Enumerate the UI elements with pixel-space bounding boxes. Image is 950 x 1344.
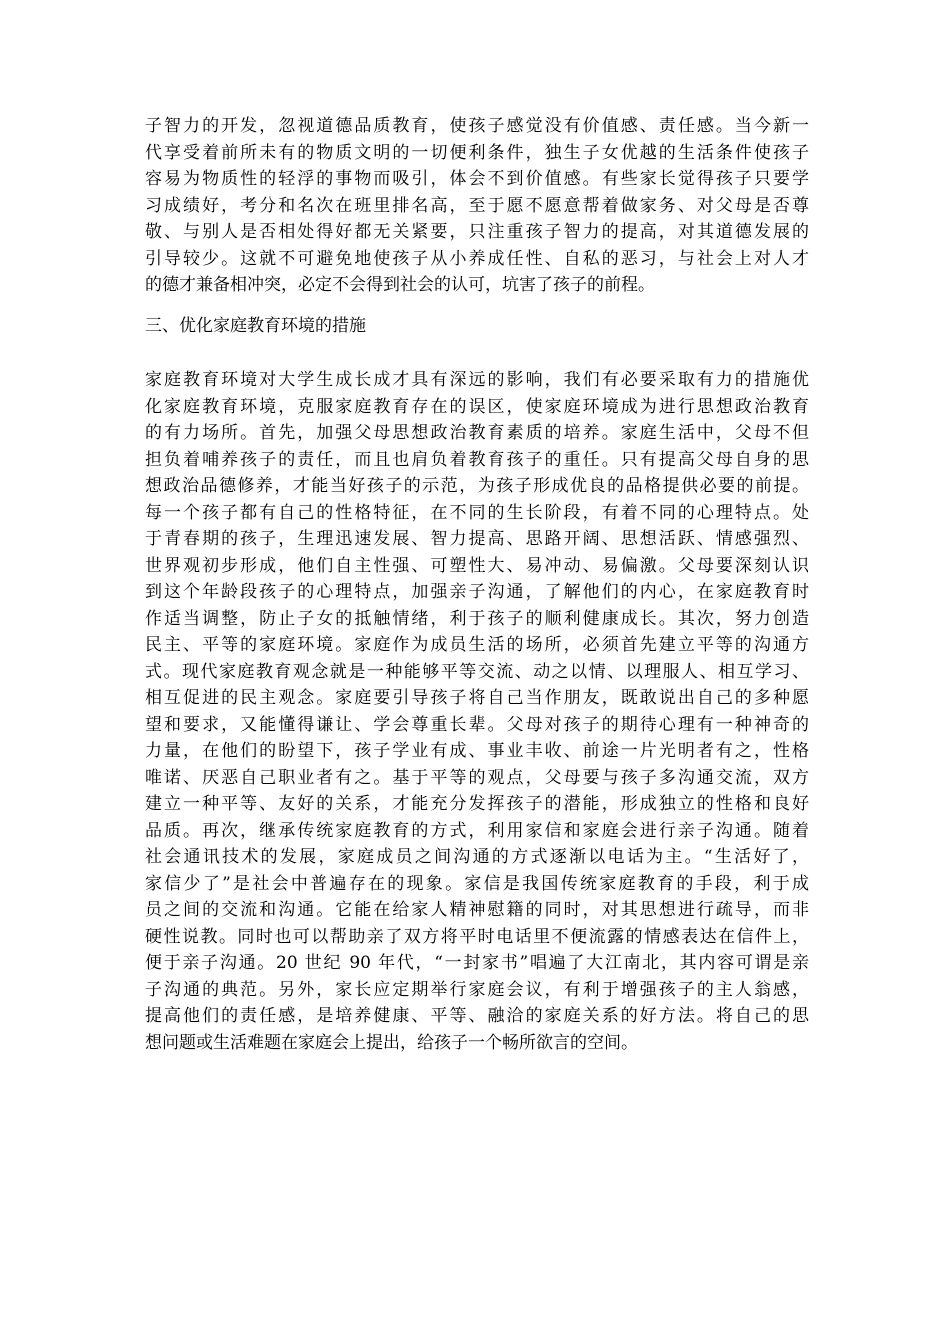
paragraph-line: 子沟通的典范。另外，家长应定期举行家庭会议，有利于增强孩子的主人翁感， (145, 979, 809, 1000)
paragraph-line: 世界观初步形成，他们自主性强、可塑性大、易冲动、易偏激。父母要深刻认识 (145, 555, 809, 576)
paragraph-line: 想问题或生活难题在家庭会上提出，给孩子一个畅所欲言的空间。 (145, 1032, 638, 1053)
paragraph-line: 代享受着前所未有的物质文明的一切便利条件，独生子女优越的生活条件使孩子 (145, 142, 809, 163)
paragraph-line: 硬性说教。同时也可以帮助亲了双方将平时电话里不便流露的情感表达在信件上， (145, 926, 809, 947)
paragraph-line: 化家庭教育环境，克服家庭教育存在的误区，使家庭环境成为进行思想政治教育 (145, 396, 809, 417)
paragraph-line: 家庭教育环境对大学生成长成才具有深远的影响，我们有必要采取有力的措施优 (145, 370, 809, 390)
paragraph-line: 担负着哺养孩子的责任，而且也肩负着教育孩子的重任。只有提高父母自身的思 (145, 449, 809, 470)
paragraph-line: 作适当调整，防止子女的抵触情绪，利于孩子的顺利健康成长。其次，努力创造 (145, 608, 809, 629)
paragraph-line: 容易为物质性的轻浮的事物而吸引，体会不到价值感。有些家长觉得孩子只要学 (145, 169, 809, 189)
section-heading-text: 三、优化家庭教育环境的措施 (145, 316, 366, 336)
paragraph-line: 习成绩好，考分和名次在班里排名高，至于愿不愿意帮着做家务、对父母是否尊 (145, 195, 809, 216)
paragraph-line: 相互促进的民主观念。家庭要引导孩子将自己当作朋友，既敢说出自己的多种愿 (145, 688, 809, 708)
paragraph-line: 家信少了”是社会中普遍存在的现象。家信是我国传统家庭教育的手段，利于成 (145, 873, 809, 894)
paragraph-line: 于青春期的孩子，生理迅速发展、智力提高、思路开阔、思想活跃、情感强烈、 (145, 529, 809, 549)
paragraph-line: 便于亲子沟通。20 世纪 90 年代，“一封家书”唱遍了大江南北，其内容可谓是亲 (145, 953, 809, 973)
paragraph-line: 的有力场所。首先，加强父母思想政治教育素质的培养。家庭生活中，父母不但 (145, 423, 809, 443)
paragraph-line: 品质。再次，继承传统家庭教育的方式，利用家信和家庭会进行亲子沟通。随着 (145, 820, 809, 841)
paragraph-line: 民主、平等的家庭环境。家庭作为成员生活的场所，必须首先建立平等的沟通方 (145, 635, 809, 655)
paragraph-2 (145, 367, 809, 1056)
paragraph-line: 每一个孩子都有自己的性格特征，在不同的生长阶段，有着不同的心理特点。处 (145, 502, 809, 523)
paragraph-line: 想政治品德修养，才能当好孩子的示范，为孩子形成优良的品格提供必要的前提。 (145, 476, 809, 496)
section-heading (145, 313, 809, 340)
paragraph-line: 的德才兼备相冲突，必定不会得到社会的认可，坑害了孩子的前程。 (145, 275, 655, 295)
paragraph-1 (145, 113, 809, 299)
paragraph-line: 敬、与别人是否相处得好都无关紧要，只注重孩子智力的提高，对其道德发展的 (145, 222, 809, 242)
paragraph-line: 到这个年龄段孩子的心理特点，加强亲子沟通，了解他们的内心，在家庭教育时 (145, 582, 809, 602)
paragraph-line: 力量，在他们的盼望下，孩子学业有成、事业丰收、前途一片光明者有之，性格 (145, 741, 809, 761)
paragraph-line: 社会通讯技术的发展，家庭成员之间沟通的方式逐渐以电话为主。“生活好了， (145, 847, 809, 867)
paragraph-line: 员之间的交流和沟通。它能在给家人精神慰籍的同时，对其思想进行疏导，而非 (145, 900, 809, 920)
paragraph-line: 引导较少。这就不可避免地使孩子从小养成任性、自私的恶习，与社会上对人才 (145, 248, 809, 269)
paragraph-line: 式。现代家庭教育观念就是一种能够平等交流、动之以情、以理服人、相互学习、 (145, 661, 809, 682)
paragraph-line: 建立一种平等、友好的关系，才能充分发挥孩子的潜能，形成独立的性格和良好 (145, 794, 809, 814)
paragraph-line: 子智力的开发，忽视道德品质教育，使孩子感觉没有价值感、责任感。当今新一 (145, 116, 809, 136)
paragraph-line: 望和要求，又能懂得谦让、学会尊重长辈。父母对孩子的期待心理有一种神奇的 (145, 714, 809, 735)
paragraph-line: 提高他们的责任感，是培养健康、平等、融洽的家庭关系的好方法。将自己的思 (145, 1006, 809, 1026)
paragraph-line: 唯诺、厌恶自己职业者有之。基于平等的观点，父母要与孩子多沟通交流，双方 (145, 767, 809, 788)
